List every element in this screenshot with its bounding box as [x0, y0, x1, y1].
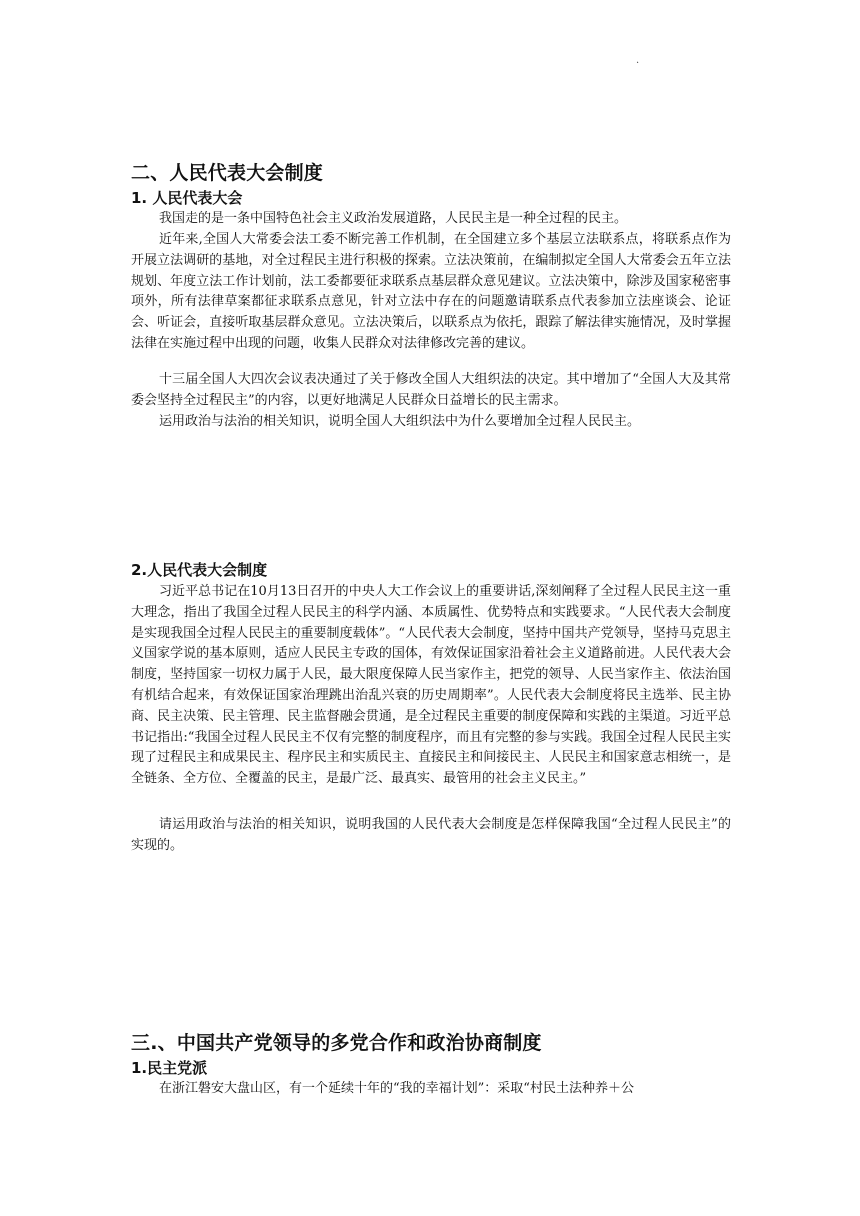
- paragraph-2-2-1: 习近平总书记在10月13日召开的中央人大工作会议上的重要讲话,深刻阐释了全过程人民民主这一重大理念，指出了我国全过程人民民主的科学内涵、本质属性、优势特点和实践要求。“人民代表大会制度是实现我国全过程人民民主的重要制度载体”。“人民代表大会制度，坚持中国共产党领导，坚持马克思主义国家学说的基本原则，适应人民民主专政的国体，有效保证国家沿着社会主义道路前进。人民代表大会制度，坚持国家一切权力属于人民，最大限度保障人民当家作主，把党的领导、人民当家作主、依法治国有机结合起来，有效保证国家治理跳出治乱兴衰的历史周期率”。人民代表大会制度将民主选举、民主协商、民主决策、民主管理、民主监督融会贯通，是全过程民主重要的制度保障和实践的主渠道。习近平总书记指出:“我国全过程人民民主不仅有完整的制度程序，而且有完整的参与实践。我国全过程人民民主实现了过程民主和成果民主、程序民主和实质民主、直接民主和间接民主、人民民主和国家意志相统一，是全链条、全方位、全覆盖的民主，是最广泛、最真实、最管用的社会主义民主。”: [131, 584, 731, 787]
- paragraph-2-1-3: 十三届全国人大四次会议表决通过了关于修改全国人大组织法的决定。其中增加了“全国人大及其常委会坚持全过程民主”的内容，以更好地满足人民群众日益增长的民主需求。: [131, 372, 731, 408]
- paragraph-2-2-2: 请运用政治与法治的相关知识，说明我国的人民代表大会制度是怎样保障我国“全过程人民民主”的实现的。: [131, 817, 731, 853]
- paragraph-3-1-1: 在浙江磐安大盘山区，有一个延续十年的“我的幸福计划”：采取“村民土法种养＋公: [159, 1081, 634, 1096]
- subsection-title-3-1: 1.民主党派: [131, 1059, 208, 1077]
- paragraph-2-1-2: 近年来,全国人大常委会法工委不断完善工作机制，在全国建立多个基层立法联系点，将联系点作为开展立法调研的基地，对全过程民主进行积极的探索。立法决策前，在编制拟定全国人大常委会五年立法规划、年度立法工作计划前，法工委都要征求联系点基层群众意见建议。立法决策中，除涉及国家秘密事项外，所有法律草案都征求联系点意见，针对立法中存在的问题邀请联系点代表参加立法座谈会、论证会、听证会，直接听取基层群众意见。立法决策后，以联系点为依托，跟踪了解法律实施情况，及时掌握法律在实施过程中出现的问题，收集人民群众对法律修改完善的建议。: [131, 232, 731, 351]
- subsection-title-2-2: 2.人民代表大会制度: [131, 561, 268, 579]
- header-mark: ·: [636, 58, 640, 69]
- subsection-title-2-1: 1. 人民代表大会: [131, 189, 243, 207]
- section-title-2: 二、人民代表大会制度: [131, 162, 324, 184]
- paragraph-2-1-4: 运用政治与法治的相关知识，说明全国人大组织法中为什么要增加全过程人民民主。: [159, 414, 641, 429]
- paragraph-2-1-1: 我国走的是一条中国特色社会主义政治发展道路，人民民主是一种全过程的民主。: [159, 211, 628, 226]
- section-title-3: 三.、中国共产党领导的多党合作和政治协商制度: [131, 1032, 542, 1054]
